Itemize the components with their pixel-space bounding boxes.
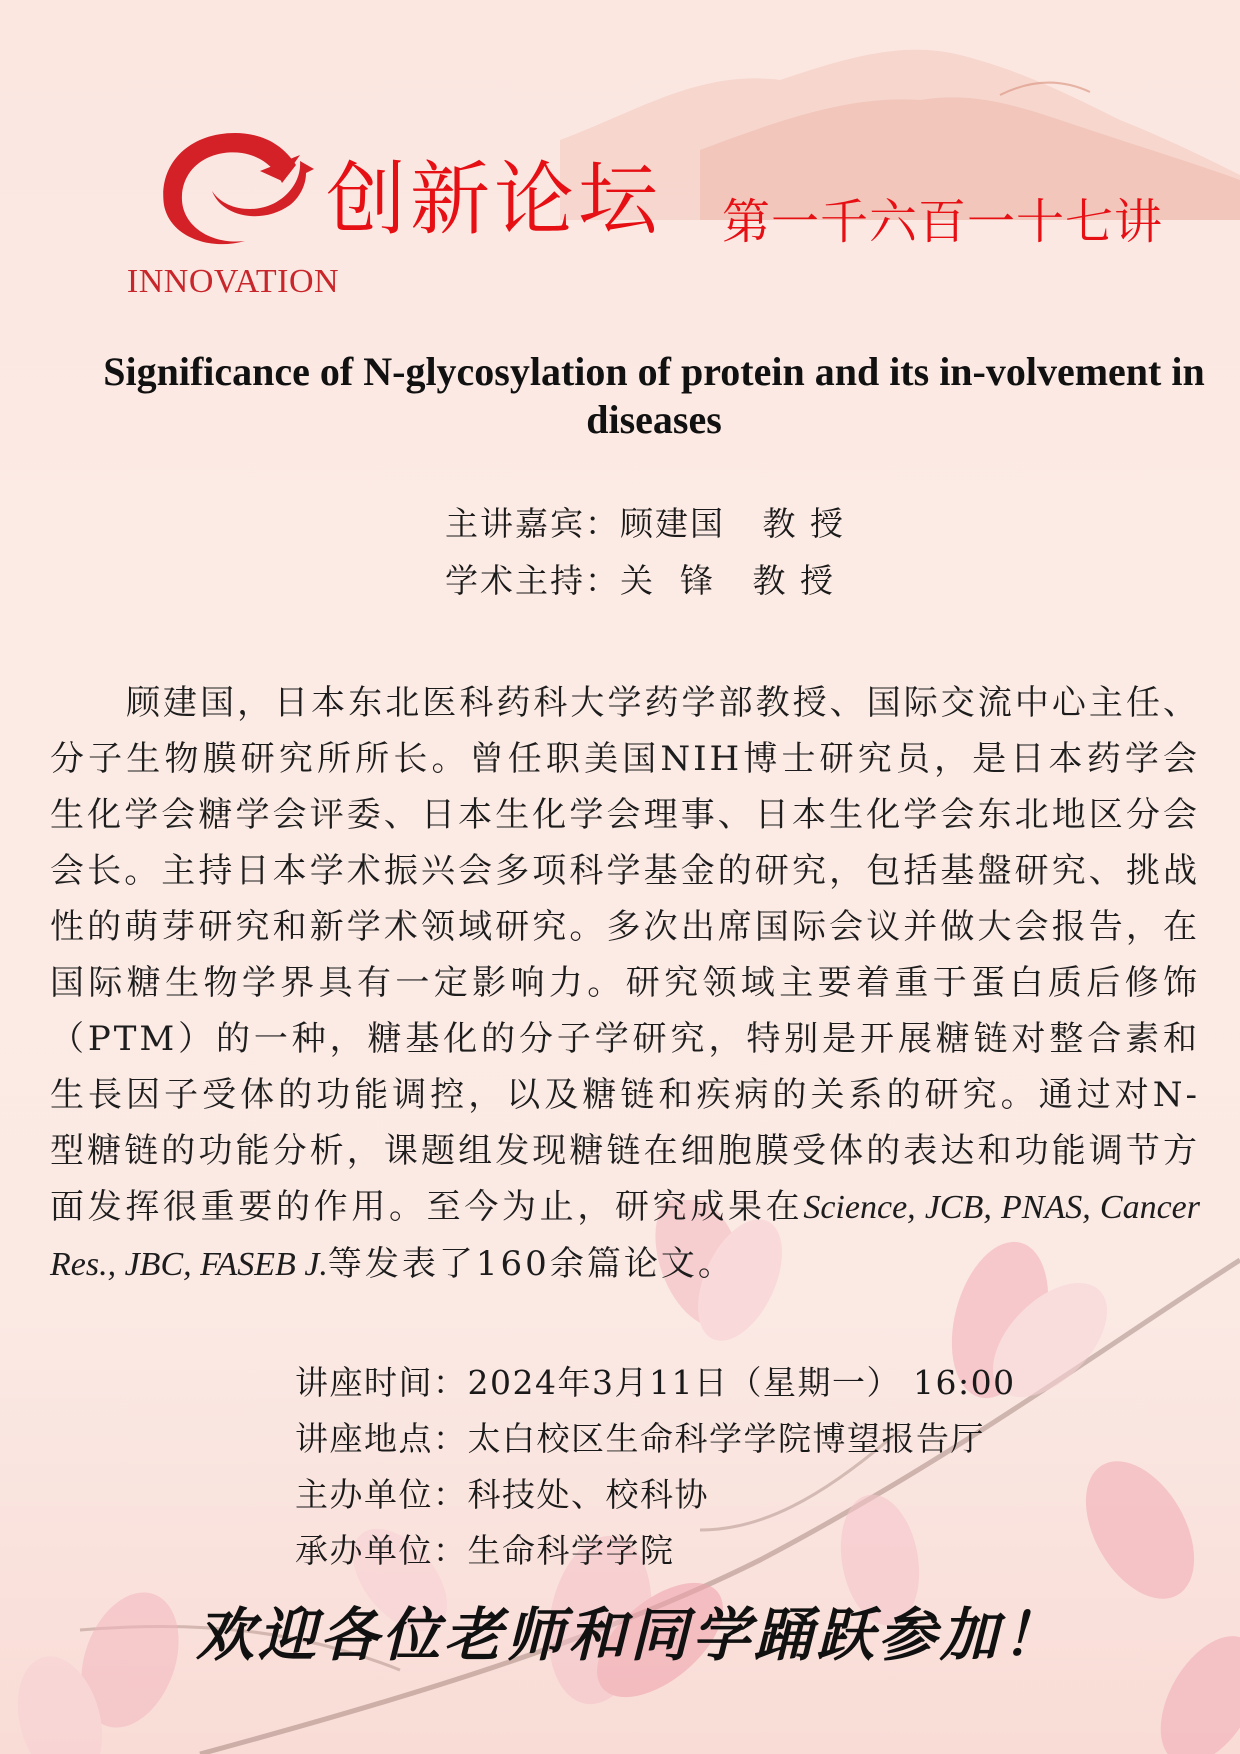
bio-text: 顾建国，日本东北医科药科大学药学部教授、国际交流中心主任、分子生物膜研究所所长。曾任职美国NIH博士研究员，是日本药学会生化学会糖学会评委、日本生化学会理事、日本生化学会东北地区分会会长。主持日本学术振兴会多项科学基金的研究，包括基盤研究、挑战性的萌芽研究和新学术领域研究。多次出席国际会议并做大会报告，在国际糖生物学界具有一定影响力。研究领域主要着重于蛋白质后修饰（PTM）的一种，糖基化的分子学研究，特别是开展糖链对整合素和生長因子受体的功能调控，以及糖链和疾病的关系的研究。通过对N-型糖链的功能分析，课题组发现糖链在细胞膜受体的表达和功能调节方面发挥很重要的作用。至今为止，研究成果在 xyxy=(50,683,1200,1227)
info-value: 2024年3月11日（星期一） 16:00 xyxy=(467,1363,1016,1402)
bio-journals: Science, JCB, PNAS, Cancer Res., JBC, FASEB J. xyxy=(50,1189,1200,1283)
info-value: 科技处、校科协 xyxy=(467,1475,709,1514)
info-value: 生命科学学院 xyxy=(467,1531,675,1570)
swirl-logo-icon xyxy=(150,125,320,255)
persons-block xyxy=(445,495,845,609)
host-role: 教 授 xyxy=(752,561,835,600)
speaker-role: 教 授 xyxy=(762,504,845,543)
speaker-name: 顾建国 xyxy=(620,504,725,543)
lecture-title: Significance of N-glycosylation of protein and its in-volvement in diseases xyxy=(103,349,1205,442)
info-label: 讲座时间： xyxy=(295,1363,468,1402)
host-name: 关 锋 xyxy=(620,561,715,600)
speaker-bio xyxy=(50,675,1200,1293)
host-label: 学术主持： xyxy=(445,561,620,600)
info-row-location xyxy=(295,1411,1016,1467)
lecture-number: 第一千六百一十七讲 xyxy=(722,194,1164,250)
info-row-time xyxy=(295,1355,1016,1411)
info-row-undertaker xyxy=(295,1523,1016,1579)
info-row-organizer xyxy=(295,1467,1016,1523)
host-row xyxy=(445,552,845,609)
innovation-logo xyxy=(118,125,348,300)
bio-tail: 等发表了160余篇论文。 xyxy=(327,1244,735,1284)
event-info xyxy=(295,1355,1016,1579)
info-value: 太白校区生命科学学院博望报告厅 xyxy=(467,1419,985,1458)
welcome-slogan: 欢迎各位老师和同学踊跃参加！ xyxy=(195,1601,1064,1669)
forum-name: 创新论坛 xyxy=(326,153,662,246)
logo-text: INNOVATION xyxy=(126,263,340,300)
info-label: 承办单位： xyxy=(295,1531,468,1570)
speaker-row xyxy=(445,495,845,552)
info-label: 讲座地点： xyxy=(295,1419,468,1458)
info-label: 主办单位： xyxy=(295,1475,468,1514)
speaker-label: 主讲嘉宾： xyxy=(445,504,620,543)
